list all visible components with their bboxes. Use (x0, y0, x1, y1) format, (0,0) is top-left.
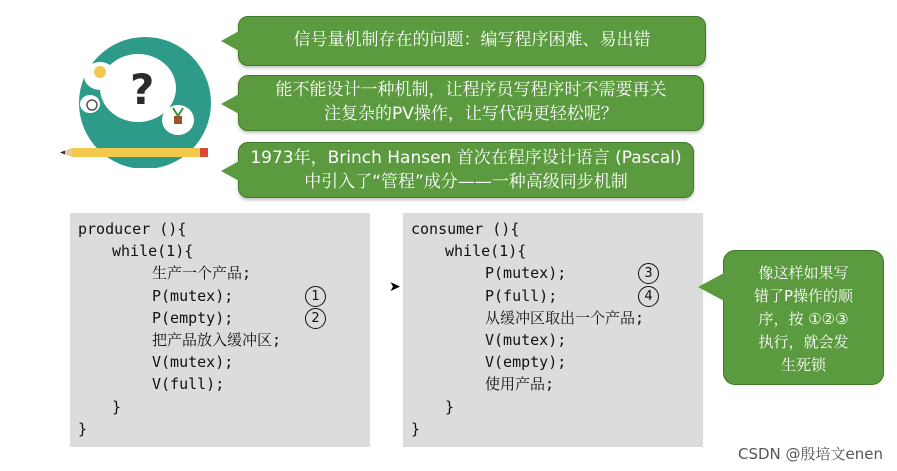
bubble-tail (221, 31, 239, 51)
note-line: 生死锁 (780, 356, 826, 374)
speech-bubble-question (238, 75, 704, 131)
code-line: V(mutex); (485, 331, 567, 349)
step-marker-2: 2 (305, 308, 326, 329)
bubble-tail (221, 161, 239, 181)
code-line: P(mutex); (485, 264, 567, 282)
deadlock-note-bubble (723, 250, 884, 385)
code-line: P(mutex); (152, 287, 234, 305)
code-line: } (445, 398, 455, 416)
producer-code-block (70, 213, 370, 447)
bubble-text-line1: 能不能设计一种机制，让程序员写程序时不需要再关 (275, 80, 667, 100)
note-line: 序，按 ①②③ (758, 310, 849, 328)
bubble-tail (698, 273, 724, 301)
speech-bubble-problem (238, 16, 706, 66)
code-line: 把产品放入缓冲区; (152, 331, 282, 349)
mouse-cursor-icon: ➤ (389, 279, 401, 295)
bubble-tail (221, 94, 239, 114)
step-marker-3: 3 (638, 263, 659, 284)
code-line: V(empty); (485, 353, 567, 371)
note-line: 执行，就会发 (758, 333, 849, 351)
watermark: CSDN @殷培文enen (737, 445, 883, 463)
code-line: P(full); (485, 287, 558, 305)
note-line: 错了P操作的顺 (753, 287, 854, 305)
bubble-text-line2: 中引入了“管程”成分——一种高级同步机制 (304, 172, 628, 192)
code-line: } (78, 420, 88, 438)
code-line: V(mutex); (152, 353, 234, 371)
svg-text:?: ? (130, 65, 155, 114)
step-marker-4: 4 (638, 286, 659, 307)
bubble-text-line2: 注复杂的PV操作，让写代码更轻松呢？ (324, 104, 618, 124)
code-line: 使用产品; (485, 375, 555, 393)
code-line: while(1){ (112, 242, 194, 260)
code-line: while(1){ (445, 242, 527, 260)
speech-bubble-history (238, 142, 694, 198)
code-line: 生产一个产品; (152, 264, 252, 282)
step-marker-1: 1 (305, 286, 326, 307)
bubble-text-line1: 1973年，Brinch Hansen 首次在程序设计语言 (Pascal) (250, 148, 682, 168)
note-line: 像这样如果写 (758, 264, 849, 282)
thinking-illustration (60, 28, 220, 168)
code-line: } (112, 398, 122, 416)
code-line: V(full); (152, 375, 225, 393)
code-line: 从缓冲区取出一个产品; (485, 309, 645, 327)
consumer-code-block (403, 213, 703, 447)
bubble-text: 信号量机制存在的问题：编写程序困难、易出错 (293, 30, 651, 50)
code-line: producer (){ (78, 220, 187, 238)
code-line: consumer (){ (411, 220, 520, 238)
code-line: } (411, 420, 421, 438)
code-line: P(empty); (152, 309, 234, 327)
